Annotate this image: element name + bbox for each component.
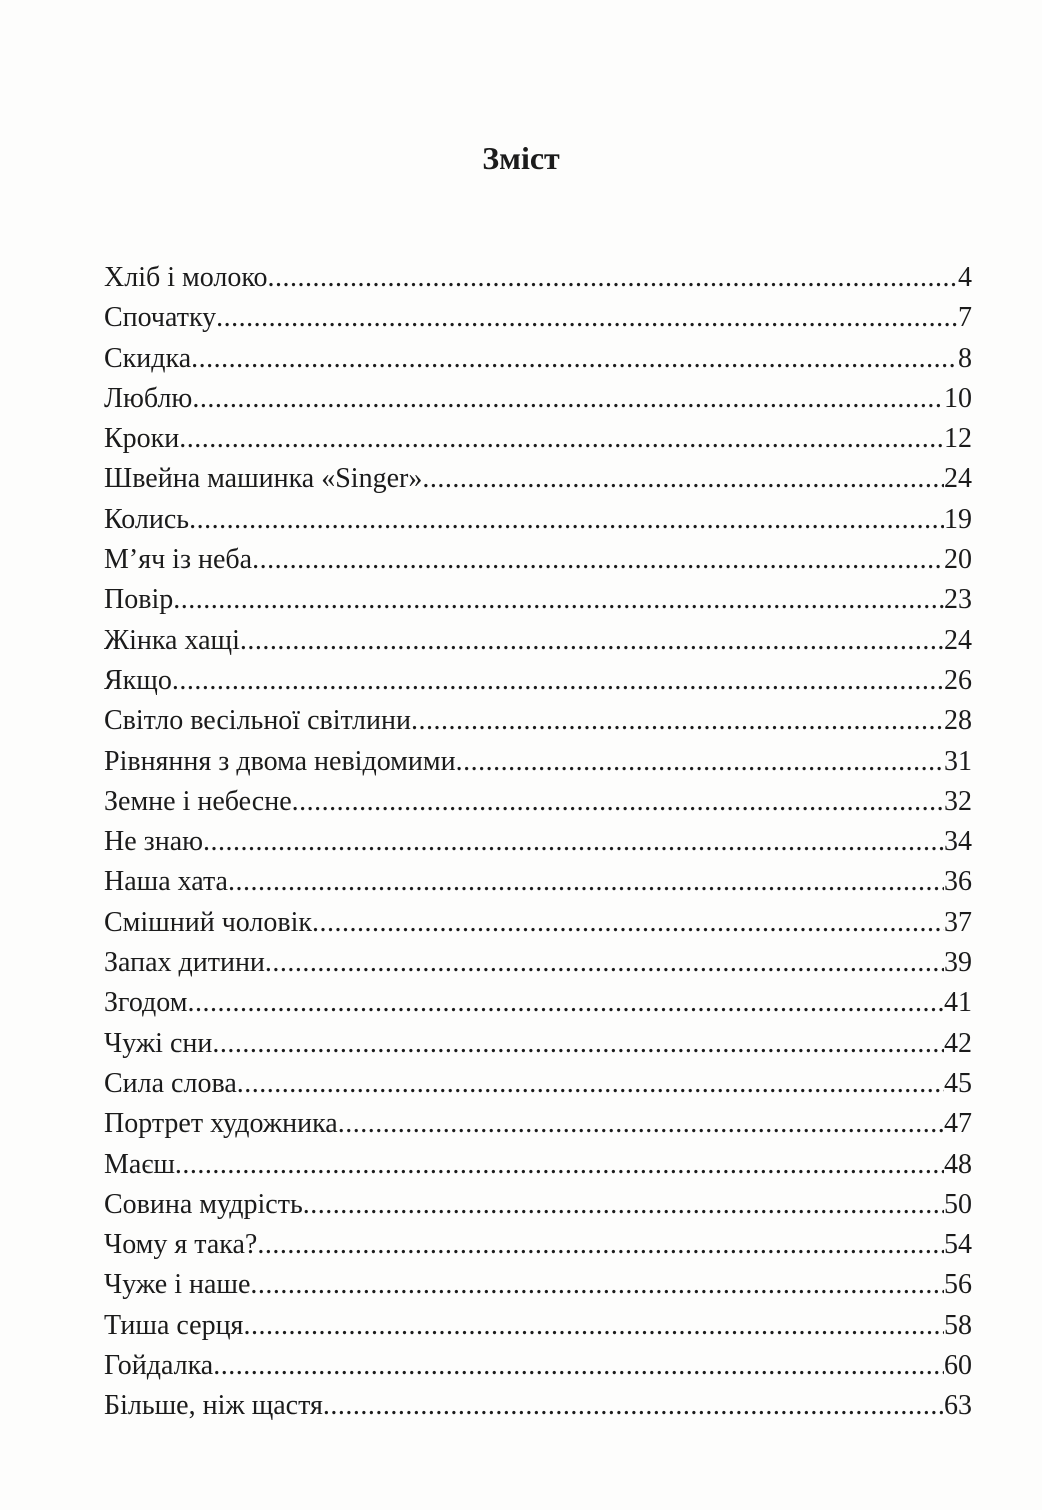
toc-entry-page-number: 20 [944,544,972,576]
toc-entry [104,419,972,459]
toc-entry [104,459,972,499]
dot-leader [228,862,944,902]
dot-leader [237,1064,944,1104]
dot-leader [265,943,944,983]
toc-entry-page-number: 63 [944,1390,972,1422]
toc-entry-title: Чуже і наше [104,1269,251,1301]
toc-entry-page-number: 47 [944,1108,972,1140]
toc-entry-title: М’яч із неба [104,544,253,576]
dot-leader [175,1145,944,1185]
toc-entry [104,1104,972,1144]
toc-entry-title: Більше, ніж щастя [104,1390,323,1422]
toc-entry-title: Гойдалка [104,1350,214,1382]
dot-leader [252,540,944,580]
toc-entry-title: Не знаю [104,826,204,858]
toc-entry [104,339,972,379]
toc-entry [104,1064,972,1104]
toc-entry-title: Якщо [104,664,172,696]
dot-leader [173,580,944,620]
toc-entry [104,943,972,983]
dot-leader [303,1185,944,1225]
toc-entry [104,1386,972,1426]
toc-entry [104,1145,972,1185]
dot-leader [203,822,944,862]
toc-entry-title: Повір [104,584,174,616]
dot-leader [268,258,958,298]
dot-leader [422,459,944,499]
toc-entry [104,862,972,902]
toc-entry-page-number: 39 [944,947,972,979]
toc-entry-title: Люблю [104,382,193,414]
toc-entry [104,1024,972,1064]
toc-entry-title: Світло весільної світлини [104,705,411,737]
toc-entry-title: Портрет художника [104,1108,338,1140]
toc-entry-page-number: 58 [944,1309,972,1341]
toc-entry-title: Запах дитини [104,947,265,979]
toc-entry [104,1265,972,1305]
dot-leader [250,1265,944,1305]
toc-entry-title: Земне і небесне [104,785,292,817]
dot-leader [456,742,944,782]
toc-entry-page-number: 12 [944,423,972,455]
toc-entry-page-number: 28 [944,705,972,737]
toc-entry-page-number: 37 [944,906,972,938]
toc-entry-title: Жінка хащі [104,624,240,656]
toc-entry-page-number: 50 [944,1188,972,1220]
toc-entry [104,540,972,580]
toc-entry-page-number: 42 [944,1027,972,1059]
toc-entry-page-number: 24 [944,463,972,495]
toc-entry-title: Чому я така? [104,1229,258,1261]
toc-entry [104,580,972,620]
toc-entry [104,983,972,1023]
toc-entry-page-number: 60 [944,1350,972,1382]
toc-entry [104,621,972,661]
table-of-contents [104,258,972,1427]
toc-entry-page-number: 24 [944,624,972,656]
dot-leader [189,500,944,540]
dot-leader [216,298,958,338]
dot-leader [191,339,958,379]
toc-entry [104,903,972,943]
dot-leader [292,782,944,822]
toc-entry [104,379,972,419]
toc-entry-title: Чужі сни [104,1027,213,1059]
dot-leader [338,1104,944,1144]
toc-entry-title: Кроки [104,423,180,455]
toc-entry [104,822,972,862]
toc-entry-page-number: 32 [944,785,972,817]
toc-entry-title: Смішний чоловік [104,906,312,938]
toc-entry-page-number: 41 [944,987,972,1019]
toc-entry-title: Хліб і молоко [104,262,268,293]
toc-entry-page-number: 8 [958,342,972,374]
page-title: Зміст [482,140,560,176]
toc-entry [104,782,972,822]
toc-entry-page-number: 54 [944,1229,972,1261]
toc-entry-page-number: 10 [944,382,972,414]
dot-leader [323,1386,944,1426]
dot-leader [172,661,944,701]
toc-entry-title: Наша хата [104,866,228,898]
dot-leader [243,1306,944,1346]
toc-entry-title: Тиша серця [104,1309,244,1341]
dot-leader [240,621,944,661]
dot-leader [257,1225,944,1265]
toc-entry-page-number: 34 [944,826,972,858]
toc-entry [104,258,972,298]
toc-entry [104,1306,972,1346]
toc-entry-page-number: 31 [944,745,972,777]
toc-entry-title: Швейна машинка «Singer» [104,463,423,495]
toc-entry-title: Сила слова [104,1067,237,1099]
toc-entry-page-number: 45 [944,1067,972,1099]
toc-entry-page-number: 36 [944,866,972,898]
dot-leader [411,701,944,741]
toc-entry-page-number: 7 [958,302,972,334]
toc-entry-title: Згодом [104,987,188,1019]
toc-entry-title: Колись [104,503,190,535]
toc-entry-page-number: 56 [944,1269,972,1301]
toc-entry [104,298,972,338]
dot-leader [212,1024,944,1064]
dot-leader [312,903,944,943]
toc-entry [104,1346,972,1386]
toc-entry [104,1225,972,1265]
toc-entry-title: Спочатку [104,302,217,334]
toc-entry-title: Маєш [104,1148,175,1180]
toc-entry-title: Рівняння з двома невідомими [104,745,456,777]
dot-leader [187,983,944,1023]
toc-entry [104,701,972,741]
toc-entry [104,742,972,782]
toc-entry-page-number: 23 [944,584,972,616]
toc-entry-title: Скидка [104,342,192,374]
toc-entry [104,661,972,701]
toc-entry-title: Совина мудрість [104,1188,303,1220]
dot-leader [213,1346,944,1386]
dot-leader [192,379,944,419]
toc-entry-page-number: 26 [944,664,972,696]
toc-entry-page-number: 48 [944,1148,972,1180]
toc-entry-page-number: 4 [958,262,972,293]
toc-entry-page-number: 19 [944,503,972,535]
toc-entry [104,500,972,540]
dot-leader [179,419,944,459]
toc-entry [104,1185,972,1225]
